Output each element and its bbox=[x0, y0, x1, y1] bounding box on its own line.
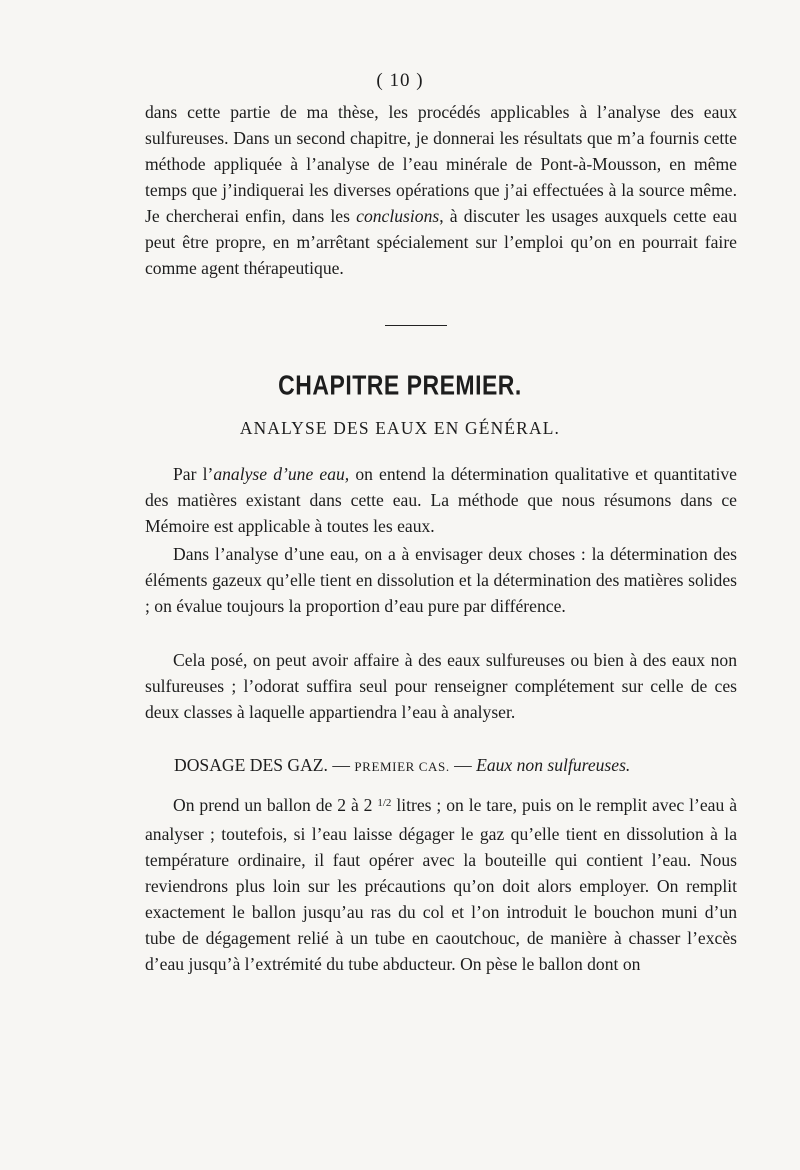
intro-italic-conclusions: conclusions bbox=[356, 206, 440, 226]
dosage-heading: DOSAGE DES GAZ. bbox=[174, 755, 328, 775]
intro-text-a: dans cette partie de ma thèse, les procédés applicables à l’analyse des eaux sulfureuses. Dans un second chapitre, je donnerai les résultats que m’a fournis cette méthode appliquée à l’analyse de l’eau minérale de Pont-à-Mousson, en même temps que j’indiquerai les diverses opérations que j’ai effectuées à la source même. Je chercherai enfin, dans les bbox=[145, 102, 737, 226]
dosage-dash-2: — bbox=[449, 755, 477, 775]
p1-italic-term: analyse d’une eau, bbox=[213, 464, 350, 484]
paragraph-sulfurous: Cela posé, on peut avoir affaire à des eaux sulfureuses ou bien à des eaux non sulfureuses ; l’odorat suffira seul pour renseigner complétement sur celle de ces deux classes à laquelle appartiendra l’eau à analyser. bbox=[145, 650, 737, 722]
dosage-dash-1: — bbox=[327, 755, 355, 775]
chapter-title: CHAPITRE PREMIER. bbox=[278, 369, 522, 401]
p4-pre: On prend un ballon de 2 à 2 bbox=[173, 795, 378, 815]
paragraph-two-things: Dans l’analyse d’une eau, on a à envisager deux choses : la détermination des éléments gazeux qu’elle tient en dissolution et la détermination des matières solides ; on évalue toujours la proportion d’eau pure par différence. bbox=[145, 544, 737, 616]
p1-post: on entend la détermination qualitative et quantitative des matières existant dans cette eau. La méthode que nous résumons dans ce Mémoire est applicable à toutes les eaux. bbox=[145, 464, 737, 536]
p4-post: litres ; on le tare, puis on le remplit avec l’eau à analyser ; toutefois, si l’eau laisse dégager le gaz qu’elle tient en dissolution à la température ordinaire, il faut opérer avec la bouteille qui contient l’eau. Nous reviendrons plus loin sur les précautions qu’on doit alors employer. On remplit exactement le ballon jusqu’au ras du col et l’on introduit le bouchon muni d’un tube de dégagement relié à un tube en caoutchouc, de manière à chasser l’excès d’eau jusqu’à l’extrémité du tube abducteur. On pèse le ballon dont on bbox=[145, 795, 737, 974]
paragraph-gas-procedure bbox=[145, 792, 737, 977]
dosage-case-label: PREMIER CAS. bbox=[354, 759, 450, 774]
p4-fraction: 1/2 bbox=[377, 797, 392, 809]
p1-pre: Par l’ bbox=[173, 464, 214, 484]
dosage-subtitle: Eaux non sulfureuses. bbox=[476, 755, 631, 775]
dosage-heading-line bbox=[174, 752, 749, 780]
page-number: ( 10 ) bbox=[376, 70, 424, 91]
section-title: ANALYSE DES EAUX EN GÉNÉRAL. bbox=[239, 418, 561, 438]
intro-paragraph bbox=[145, 99, 737, 281]
paragraph-definition bbox=[145, 461, 737, 539]
intro-text-b: , à discuter les usages auxquels cette eau peut être propre, en m’arrêtant spécialement sur l’emploi qu’on en pourrait faire comme agent thérapeutique. bbox=[145, 206, 737, 278]
chapter-divider-rule bbox=[385, 325, 447, 326]
